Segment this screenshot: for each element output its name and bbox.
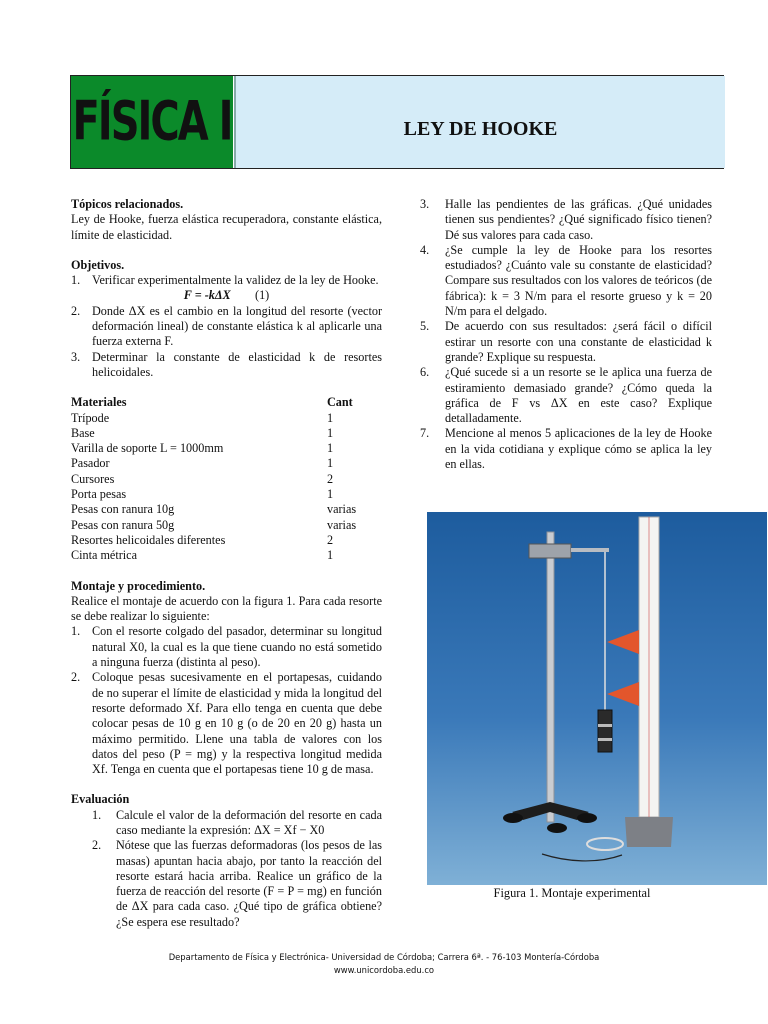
table-row: Base 1 (71, 425, 334, 440)
footer-website: www.unicordoba.edu.co (333, 965, 435, 975)
table-row: Pesas con ranura 50g varias (71, 517, 357, 532)
page-header (70, 75, 724, 169)
montaje-heading: Montaje y procedimiento. (71, 578, 206, 593)
evaluacion-7: 7. Mencione al menos 5 aplicaciones de la ley de Hooke en la vida cotidiana y explique cómo se aplica la ley en ellas. (420, 426, 712, 472)
evaluacion-1: 1. Calcule el valor de la deformación del resorte en cada caso mediante la expresión: ΔX = Xf − X0 (92, 807, 382, 837)
footer-address: Departamento de Física y Electrónica- Universidad de Córdoba; Carrera 6ª. - 76-103 Montería-Córdoba (168, 952, 600, 962)
right-column (420, 197, 712, 472)
table-row: Varilla de soporte L = 1000mm 1 (71, 441, 334, 456)
evaluacion-2: 2. Nótese que las fuerzas deformadoras (los pesos de las masas) apuntan hacia abajo, por tanto la reacción del resorte estará hacia arriba. Realice un gráfico de la fuerza de reacción del resorte (F = P = mg) en función de ΔX para cada caso. ¿Qué tipo de gráfica obtiene? ¿Se espera ese resultado? (92, 838, 382, 929)
table-row: Resortes helicoidales diferentes 2 (71, 532, 334, 547)
materials-table (71, 395, 382, 563)
title-panel (234, 76, 725, 168)
table-row: Cursores 2 (71, 471, 334, 486)
experimental-setup-photo (427, 512, 767, 885)
table-row: Pesas con ranura 10g varias (71, 502, 357, 517)
table-row: Pasador 1 (71, 456, 334, 471)
evaluacion-4: 4. ¿Se cumple la ley de Hooke para los resortes estudiados? ¿Cuánto vale su constante de elasticidad? Compare sus resultados con los valores de teóricos (de fábrica): k = 3 N/m para el resorte grueso y k = 20 N/m para el delgado. (420, 242, 712, 319)
objetivo-2: 2. Donde ΔX es el cambio en la longitud del resorte (vector deformación lineal) de constante elástica k al aplicarle una fuerza externa F. (71, 303, 382, 349)
objetivos-heading: Objetivos. (71, 257, 125, 272)
table-row: Porta pesas 1 (71, 487, 334, 502)
table-row: Cinta métrica 1 (71, 548, 334, 563)
montaje-1: 1. Con el resorte colgado del pasador, determinar su longitud natural X0, la cual es la que tiene cuando no está sometido a ninguna fuerza (distinta al peso). (71, 624, 382, 670)
materials-header-row: Materiales Cant (71, 395, 353, 410)
montaje-intro: Realice el montaje de acuerdo con la figura 1. Para cada resorte se debe realizar lo siguiente: (71, 593, 382, 624)
hooke-formula: F = -kΔX (1) (183, 288, 270, 303)
objetivo-3: 3. Determinar la constante de elasticidad k de resortes helicoidales. (71, 349, 382, 379)
topicos-text: Ley de Hooke, fuerza elástica recuperadora, constante elástica, límite de elasticidad. (71, 212, 382, 242)
evaluacion-5: 5. De acuerdo con sus resultados: ¿será fácil o difícil estirar un resorte con una constante de elasticidad k grande? Explique su respuesta. (420, 319, 712, 364)
page-title: LEY DE HOOKE (403, 118, 558, 140)
evaluacion-3: 3. Halle las pendientes de las gráficas. ¿Qué unidades tienen sus pendientes? ¿Qué significado físico tienen? Dé sus valores para cada caso. (420, 197, 712, 242)
objetivo-1: 1. Verificar experimentalmente la validez de la ley de Hooke. (71, 273, 379, 288)
setup-illustration (427, 512, 767, 885)
topicos-heading: Tópicos relacionados. (71, 197, 184, 211)
evaluacion-heading: Evaluación (71, 792, 130, 807)
page-footer (0, 951, 768, 977)
table-row: Trípode 1 (71, 410, 334, 425)
montaje-2: 2. Coloque pesas sucesivamente en el portapesas, cuidando de no superar el límite de elasticidad y mida la longitud del resorte deformado Xf. Para ello tenga en cuenta que debe colocar pesas de 10 g en 10 g (o de 20 en 20 g) hasta un máximo permitido. Llene una tabla de valores con los datos del peso (P = mg) y la respectiva longitud medida Xf. Tenga en cuenta que el portapesas tiene 10 g de masa. (71, 670, 382, 777)
left-column (71, 197, 382, 930)
course-logo (71, 76, 233, 168)
evaluacion-6: 6. ¿Qué sucede si a un resorte se le aplica una fuerza de estiramiento demasiado grande? ¿Cómo queda la gráfica de F vs ΔX en este caso? Explique detalladamente. (420, 365, 712, 426)
logo-text: FÍSICA I (72, 90, 232, 154)
figure-caption: Figura 1. Montaje experimental (493, 886, 651, 900)
